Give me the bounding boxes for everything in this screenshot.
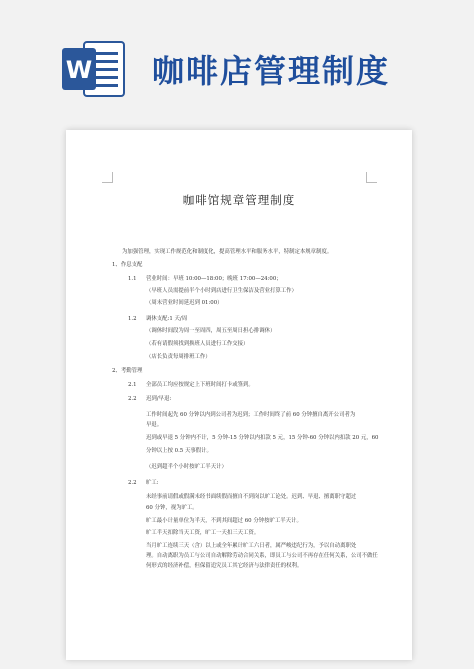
- section-heading: 1、作息支配: [112, 262, 143, 268]
- logo-letter: W: [65, 56, 93, 84]
- item-number: 2.2: [128, 396, 137, 402]
- item-note: 60 分钟，视为旷工。: [146, 505, 198, 511]
- item-text: 营业时间：早班 10:00—18:00；晚班 17:00—24:00；: [146, 276, 282, 282]
- banner: [0, 0, 474, 118]
- item-number: 1.1: [128, 276, 137, 282]
- item-text: 调休支配:1 天/周: [146, 316, 188, 322]
- item-note: 迟到或早退 5 分钟内不计，5 分钟-15 分钟以内扣款 5 元，15 分钟-60 分钟以内扣款 20 元，60: [146, 435, 379, 441]
- item-note: （迟到超半个小时按旷工半天计）: [146, 464, 227, 470]
- page-corner-mark: [366, 172, 377, 183]
- document-title: 咖啡馆规章管理制度: [182, 193, 296, 207]
- item-note: （周末营业时间延迟到 01:00）: [146, 300, 223, 306]
- item-note: （若有请假须找到换班人员进行工作交接）: [146, 341, 249, 347]
- item-text: 旷工:: [146, 480, 159, 486]
- item-note: 旷工最小计量单位为半天，不到其间超过 60 分钟按旷工半天计。: [146, 518, 302, 524]
- item-note: 理。自动离职为员工与公司自动解除劳动合同关系，即员工与公司不再存在任何关系，公司不做任: [146, 553, 378, 559]
- item-note: （调休时间段为周一至周四，周五至周日担心排调休）: [146, 328, 276, 334]
- item-note: 早退。: [146, 422, 163, 428]
- word-document-icon: [62, 40, 126, 98]
- document-page: [66, 130, 412, 660]
- intro-text: 为加强管理，实现工作规范化和制度化，提高管理水平和服务水平，特制定本规章制度。: [122, 249, 333, 255]
- item-note: （早班人员需提前半个小时到店进行卫生保洁及营业打算工作）: [146, 288, 297, 294]
- item-text: 迟到/早退:: [146, 396, 172, 402]
- item-number: 1.2: [128, 316, 137, 322]
- item-note: 未经事前请假或假满未经书面续假而擅自不到岗以旷工论处。迟到、早退、擅离职守超过: [146, 494, 357, 500]
- item-note: 何形式的经济补偿，但保留追究员工其它经济与法律责任的权利。: [146, 563, 303, 569]
- banner-title: 咖啡店管理制度: [152, 52, 391, 90]
- item-number: 2.2: [128, 480, 137, 486]
- item-number: 2.1: [128, 382, 137, 388]
- item-note: 当月旷工连续三天（含）以上或全年累计旷工六日者，属严峻违纪行为，予以自动离职处: [146, 543, 357, 549]
- item-note: （店长负责每周排班工作）: [146, 354, 211, 360]
- item-note: 旷工半天扣除当天工资，旷工一天扣三天工资。: [146, 530, 260, 536]
- item-note: 分钟以上按 0.5 天事假计。: [146, 448, 212, 454]
- page-corner-mark: [102, 172, 113, 183]
- section-heading: 2、考勤管理: [112, 368, 143, 374]
- item-note: 工作时间起先 60 分钟以内到公司者为迟到；工作时间终了前 60 分钟擅自离开公司者为: [146, 412, 356, 418]
- item-text: 全部员工均应按规定上下班时间打卡或签到。: [146, 382, 254, 388]
